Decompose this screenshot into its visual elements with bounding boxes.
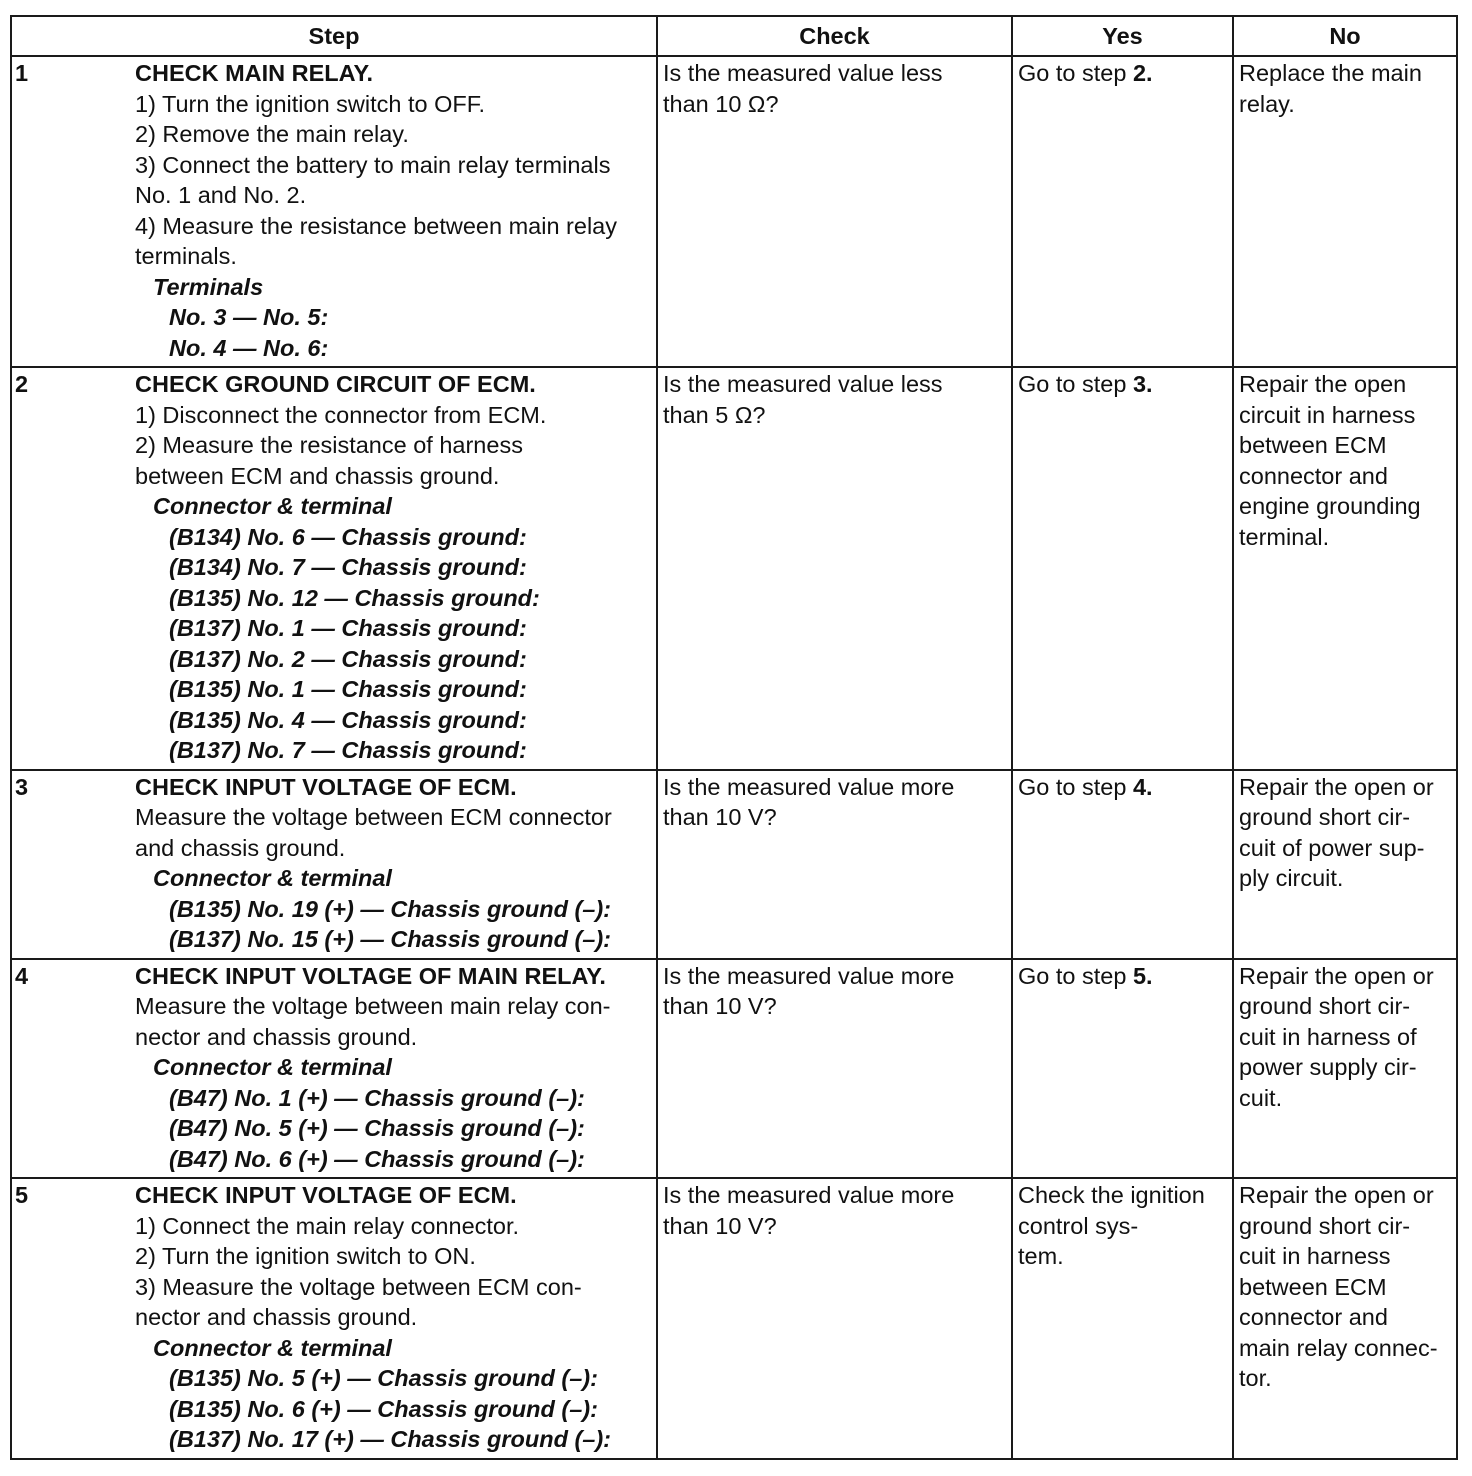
step-title: CHECK GROUND CIRCUIT OF ECM. <box>135 371 536 397</box>
no-cell <box>1233 959 1457 1179</box>
no-text: ground short cir- <box>1239 804 1411 830</box>
terminal-item: (B137) No. 15 (+) — Chassis ground (–): <box>169 926 612 952</box>
terminal-item: (B137) No. 1 — Chassis ground: <box>169 615 527 641</box>
no-cell <box>1233 367 1457 770</box>
header-yes: Yes <box>1012 16 1233 56</box>
no-cell <box>1233 1178 1457 1459</box>
yes-cell <box>1012 56 1233 367</box>
sub-heading: Connector & terminal <box>153 493 392 519</box>
step-instruction: No. 1 and No. 2. <box>135 182 307 208</box>
no-text: connector and <box>1239 462 1388 489</box>
yes-text: control sys- <box>1018 1212 1139 1239</box>
step-instruction: and chassis ground. <box>135 834 346 861</box>
step-number: 5 <box>15 1182 29 1208</box>
terminal-item: (B137) No. 7 — Chassis ground: <box>169 737 527 763</box>
step-number: 3 <box>15 773 29 800</box>
step-cell <box>11 1178 657 1459</box>
terminal-item: No. 3 — No. 5: <box>169 304 329 330</box>
step-instruction: 3) Measure the voltage between ECM con- <box>135 1273 582 1300</box>
terminal-item: (B134) No. 7 — Chassis ground: <box>169 554 527 580</box>
step-instruction: 1) Turn the ignition switch to OFF. <box>135 90 486 117</box>
table-row <box>11 770 1457 959</box>
yes-cell <box>1012 770 1233 959</box>
step-instruction: 3) Connect the battery to main relay terminals <box>135 151 611 178</box>
no-cell <box>1233 770 1457 959</box>
terminal-item: (B47) No. 6 (+) — Chassis ground (–): <box>169 1145 585 1172</box>
step-title: CHECK MAIN RELAY. <box>135 60 374 86</box>
sub-heading: Connector & terminal <box>153 1334 392 1361</box>
yes-prefix: Go to step <box>1018 60 1133 86</box>
no-text: cuit in harness of <box>1239 1023 1417 1050</box>
check-text: than 10 V? <box>663 804 777 830</box>
step-instruction: 2) Remove the main relay. <box>135 121 409 147</box>
step-number: 4 <box>15 962 29 989</box>
yes-step-ref: 3. <box>1132 371 1153 397</box>
yes-cell <box>1012 1178 1233 1459</box>
check-cell <box>657 1178 1012 1459</box>
yes-text: Check the ignition <box>1018 1182 1205 1208</box>
step-number: 1 <box>15 60 29 86</box>
yes-step-ref: 2. <box>1132 60 1153 86</box>
no-text: cuit in harness <box>1239 1243 1391 1269</box>
no-text: cuit of power sup- <box>1239 834 1425 861</box>
terminal-item: (B134) No. 6 — Chassis ground: <box>169 523 527 550</box>
yes-text <box>1018 772 1227 803</box>
no-text: ground short cir- <box>1239 993 1411 1019</box>
no-text: main relay connec- <box>1239 1334 1438 1361</box>
sub-heading: Connector & terminal <box>153 865 392 891</box>
step-instruction: 2) Turn the ignition switch to ON. <box>135 1243 476 1269</box>
sub-heading: Terminals <box>153 273 264 300</box>
yes-prefix: Go to step <box>1018 962 1133 989</box>
no-text: cuit. <box>1239 1084 1283 1111</box>
no-text: Repair the open or <box>1239 962 1434 989</box>
step-cell <box>11 367 657 770</box>
check-text: than 10 V? <box>663 1212 777 1239</box>
terminal-item: No. 4 — No. 6: <box>169 334 329 361</box>
no-text: Repair the open or <box>1239 773 1434 800</box>
step-instruction: nector and chassis ground. <box>135 1304 418 1330</box>
diagnostic-table <box>10 15 1458 1460</box>
check-cell <box>657 959 1012 1179</box>
check-text: Is the measured value more <box>663 962 955 989</box>
header-check: Check <box>657 16 1012 56</box>
no-text: tor. <box>1239 1365 1272 1391</box>
no-text: between ECM <box>1239 432 1387 458</box>
check-text: than 5 Ω? <box>663 401 766 428</box>
no-text: Replace the main <box>1239 60 1422 86</box>
step-body <box>135 1180 650 1455</box>
no-cell <box>1233 56 1457 367</box>
step-number: 2 <box>15 371 29 397</box>
yes-text <box>1018 58 1227 89</box>
terminal-item: (B135) No. 6 (+) — Chassis ground (–): <box>169 1395 598 1422</box>
step-body <box>135 58 650 363</box>
step-cell <box>11 959 657 1179</box>
step-title: CHECK INPUT VOLTAGE OF ECM. <box>135 1182 517 1208</box>
table-row <box>11 367 1457 770</box>
step-instruction: Measure the voltage between main relay con- <box>135 993 611 1019</box>
terminal-item: (B47) No. 5 (+) — Chassis ground (–): <box>169 1115 585 1141</box>
yes-cell <box>1012 959 1233 1179</box>
no-text: circuit in harness <box>1239 401 1416 428</box>
terminal-item: (B137) No. 17 (+) — Chassis ground (–): <box>169 1426 612 1452</box>
terminal-item: (B135) No. 12 — Chassis ground: <box>169 584 540 611</box>
check-text: Is the measured value less <box>663 60 943 86</box>
check-cell <box>657 770 1012 959</box>
no-text: connector and <box>1239 1304 1388 1330</box>
step-instruction: between ECM and chassis ground. <box>135 462 500 489</box>
terminal-item: (B135) No. 19 (+) — Chassis ground (–): <box>169 895 612 922</box>
no-text: terminal. <box>1239 523 1330 550</box>
no-text: Repair the open <box>1239 371 1407 397</box>
check-cell <box>657 367 1012 770</box>
step-instruction: nector and chassis ground. <box>135 1023 418 1050</box>
step-title: CHECK INPUT VOLTAGE OF ECM. <box>135 773 517 800</box>
header-step: Step <box>11 16 657 56</box>
check-cell <box>657 56 1012 367</box>
yes-step-ref: 5. <box>1132 962 1153 989</box>
yes-cell <box>1012 367 1233 770</box>
step-instruction: 1) Disconnect the connector from ECM. <box>135 401 547 428</box>
table-row <box>11 959 1457 1179</box>
step-body <box>135 961 650 1175</box>
header-no: No <box>1233 16 1457 56</box>
no-text: Repair the open or <box>1239 1182 1434 1208</box>
terminal-item: (B47) No. 1 (+) — Chassis ground (–): <box>169 1084 585 1111</box>
yes-prefix: Go to step <box>1018 371 1133 397</box>
header-row <box>11 16 1457 56</box>
check-text: than 10 V? <box>663 993 777 1019</box>
step-instruction: 2) Measure the resistance of harness <box>135 432 523 458</box>
step-body <box>135 369 650 766</box>
terminal-item: (B137) No. 2 — Chassis ground: <box>169 645 527 672</box>
step-instruction: Measure the voltage between ECM connector <box>135 804 612 830</box>
no-text: ply circuit. <box>1239 865 1344 891</box>
step-title: CHECK INPUT VOLTAGE OF MAIN RELAY. <box>135 962 606 989</box>
terminal-item: (B135) No. 4 — Chassis ground: <box>169 706 527 733</box>
step-cell <box>11 770 657 959</box>
yes-text: tem. <box>1018 1243 1064 1269</box>
check-text: Is the measured value less <box>663 371 943 397</box>
yes-prefix: Go to step <box>1018 773 1133 800</box>
step-instruction: 4) Measure the resistance between main relay <box>135 212 617 239</box>
check-text: Is the measured value more <box>663 773 955 800</box>
check-text: Is the measured value more <box>663 1182 955 1208</box>
step-body <box>135 772 650 955</box>
table-row <box>11 1178 1457 1459</box>
sub-heading: Connector & terminal <box>153 1054 392 1080</box>
terminal-item: (B135) No. 1 — Chassis ground: <box>169 676 527 702</box>
step-instruction: terminals. <box>135 243 237 269</box>
yes-text <box>1018 369 1227 400</box>
no-text: relay. <box>1239 90 1295 117</box>
no-text: power supply cir- <box>1239 1054 1417 1080</box>
terminal-item: (B135) No. 5 (+) — Chassis ground (–): <box>169 1365 598 1391</box>
yes-text <box>1018 961 1227 992</box>
no-text: between ECM <box>1239 1273 1387 1300</box>
no-text: ground short cir- <box>1239 1212 1411 1239</box>
no-text: engine grounding <box>1239 493 1421 519</box>
check-text: than 10 Ω? <box>663 90 779 117</box>
step-cell <box>11 56 657 367</box>
yes-step-ref: 4. <box>1132 773 1153 800</box>
step-instruction: 1) Connect the main relay connector. <box>135 1212 520 1239</box>
table-row <box>11 56 1457 367</box>
